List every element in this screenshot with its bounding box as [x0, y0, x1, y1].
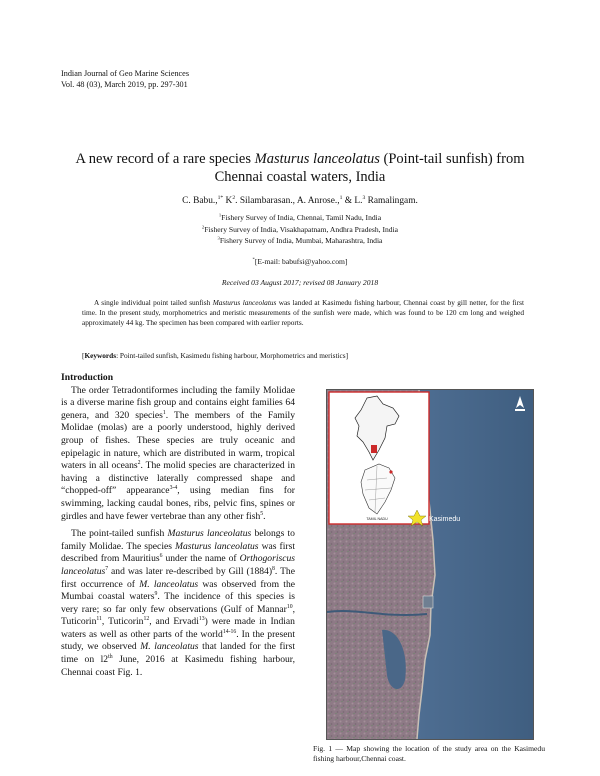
keywords-label: Keywords — [84, 351, 117, 360]
affiliation-3-sup: 3 — [217, 235, 220, 241]
p2-text: ) were made in Indian waters as well as other parts of the world — [61, 616, 295, 640]
keywords-open: [ — [82, 351, 85, 360]
author-2: K — [223, 196, 233, 206]
corresponding-email — [40, 257, 560, 266]
affiliation-2-text: Fishery Survey of India, Visakhapatnam, Andhra Pradesh, India — [204, 224, 399, 234]
affiliation-2 — [40, 224, 560, 236]
inset-highlight — [371, 445, 377, 453]
p2-ref: 7 — [105, 565, 109, 572]
journal-header — [61, 68, 189, 90]
received-dates: Received 03 August 2017; revised 08 January 2018 — [221, 278, 379, 287]
author-list — [40, 196, 560, 206]
inset-label: TAMIL NADU — [366, 517, 388, 521]
abstract-post: was landed at Kasimedu fishing harbour, Chennai coast by gill netter, for the first time. In the present study, morphometrics and meristic measurements of the sunfish were made, which was found to be 120 cm long and weighed approximately 44 kg. The specimen has been compared with earlier reports. — [82, 298, 525, 327]
p2-species: Masturus lanceolatus — [167, 528, 252, 540]
affiliations — [40, 212, 560, 247]
title-post: (Point-tail sunfish) from — [379, 151, 525, 167]
p2-ref: 14-16 — [222, 628, 237, 635]
email-sup: * — [252, 256, 255, 262]
p2-species: Orthogoriscus lanceolatus — [61, 553, 296, 577]
keywords — [82, 351, 532, 361]
author-3-sup: 1 — [339, 194, 343, 201]
title-species: Masturus lanceolatus — [254, 151, 380, 167]
p2-text: under the name of — [162, 553, 240, 565]
keywords-text: : Point-tailed sunfish, Kasimedu fishing harbour, Morphometrics and meristics] — [116, 351, 349, 360]
intro-paragraph-2 — [61, 528, 295, 679]
author-4-rest: Ramalingam. — [365, 196, 418, 206]
p1-ref: 2 — [137, 459, 141, 466]
p2-ref: 6 — [159, 553, 163, 560]
author-1: C. Babu., — [182, 196, 218, 206]
p2-species: M. lanceolatus — [140, 641, 199, 653]
p2-text: . In the present study, we observed — [61, 628, 295, 653]
p2-ref: 8 — [272, 565, 275, 572]
p1-text: . The members of the Family Molidae (molas) are a poorly understood, highly derived group of fishes. These species are truly oceanic and epipelagic in nature, which are distributed in warm, tropical waters in all oceans — [61, 409, 295, 472]
p2-text: , Tuticorin — [101, 616, 144, 628]
p2-text: belongs to family Molidae. The species — [61, 528, 295, 552]
p1-text: The order Tetradontiformes including the family Molidae is a diverse marine fish group and contains eight families 64 genera, and 320 species — [61, 384, 295, 421]
author-4: & L. — [342, 196, 363, 206]
p2-text: , Tuticorin — [61, 603, 295, 628]
affiliation-1 — [40, 212, 560, 224]
author-1-sup: 1* — [217, 194, 224, 201]
harbour — [423, 596, 433, 608]
affiliation-3-text: Fishery Survey of India, Mumbai, Maharashtra, India — [219, 236, 383, 245]
section-heading: Introduction — [61, 372, 114, 383]
author-2-sup: 2 — [232, 194, 236, 201]
p1-ref: 1 — [162, 409, 166, 416]
intro-paragraph-1 — [61, 385, 295, 524]
p1-ref: 5 — [260, 510, 264, 517]
study-area-map — [326, 389, 534, 740]
p1-text: . The molid species are characterized in having a distinctive laterally compressed shape and “chopped-off” appearance — [61, 460, 296, 497]
p1-text: . — [263, 510, 266, 522]
p2-species: M. lanceolatus — [139, 578, 199, 590]
introduction-section — [61, 372, 295, 679]
inset-map — [329, 392, 429, 524]
p2-text: was observed from the Mumbai coastal waters — [61, 578, 296, 603]
p2-ref: 12 — [143, 616, 150, 623]
p1-ref: 3-4 — [169, 485, 178, 492]
abstract-species: Masturus lanceolatus — [212, 298, 277, 307]
p2-text: The point-tailed sunfish — [71, 528, 168, 540]
p2-text: . The first occurrence of — [61, 565, 295, 590]
paper-title — [40, 150, 560, 186]
map-location-label: Kasimedu — [429, 516, 461, 523]
p2-ref: 10 — [286, 603, 293, 610]
title-line2: Chennai coastal waters, India — [214, 169, 386, 185]
p2-text: , and Ervadi — [149, 616, 199, 628]
p1-text: , using median fins for swimming, lacking caudal bones, ribs, pelvic fins, spines or girdles and have fewer vertebrae than any other fish — [61, 485, 295, 522]
p2-ref: th — [108, 653, 113, 660]
abstract — [82, 298, 524, 328]
affiliation-3 — [40, 235, 560, 247]
p2-text: and was later re-described by Gill (1884) — [108, 565, 273, 577]
author-2-rest: . Silambarasan., A. Anrose., — [235, 196, 340, 206]
p2-text: June, 2016 at Kasimedu fishing harbour, Chennai coast Fig. 1. — [61, 654, 296, 678]
map-image — [327, 390, 533, 739]
p2-species: Masturus lanceolatus — [175, 540, 259, 552]
email-text: [E-mail: babufsi@yahoo.com] — [254, 257, 348, 266]
affiliation-2-sup: 2 — [201, 223, 205, 229]
journal-name: Indian Journal of Geo Marine Sciences — [61, 69, 190, 78]
p2-ref: 13 — [198, 616, 205, 623]
p2-text: . The incidence of this species is very rare; so far only few observations (Gulf of Mannar — [61, 591, 296, 615]
affiliation-1-text: Fishery Survey of India, Chennai, Tamil Nadu, India — [221, 213, 382, 222]
journal-volume: Vol. 48 (03), March 2019, pp. 297-301 — [61, 80, 188, 89]
figure-caption: Fig. 1 — Map showing the location of the study area on the Kasimedu fishing harbour,Chennai coast. — [313, 744, 545, 763]
author-4-sup: 3 — [362, 194, 366, 201]
p2-text: was first described from Mauritius — [61, 540, 295, 565]
p2-text: that landed for the first time on l2 — [61, 641, 295, 666]
abstract-pre: A single individual point tailed sunfish — [94, 298, 213, 307]
p2-ref: 11 — [96, 616, 102, 623]
inset-marker — [389, 470, 392, 473]
p2-ref: 9 — [154, 590, 158, 597]
affiliation-1-sup: 1 — [218, 212, 222, 218]
title-pre: A new record of a rare species — [75, 151, 255, 167]
